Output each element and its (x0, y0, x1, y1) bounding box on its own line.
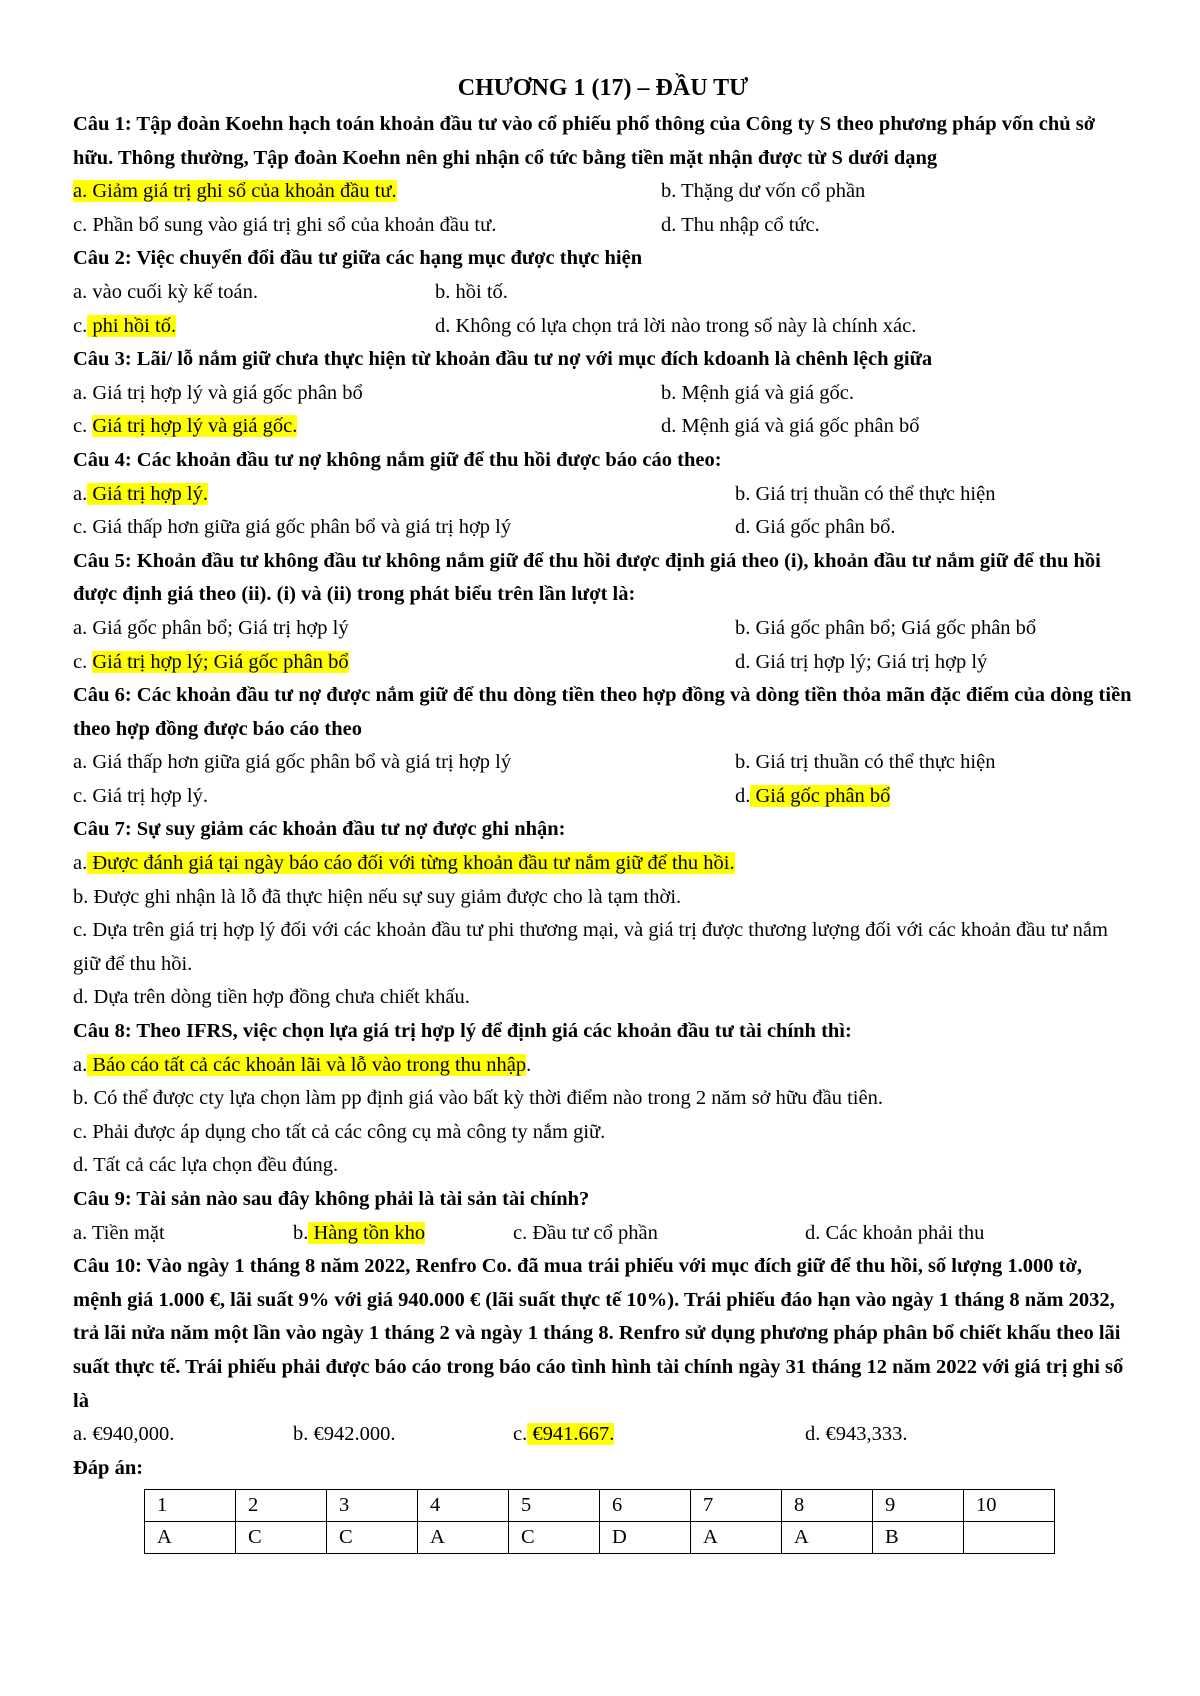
q5-option-d: d. Giá trị hợp lý; Giá trị hợp lý (735, 650, 988, 673)
q2-option-a: a. vào cuối kỳ kế toán. (73, 280, 259, 303)
q1-option-a (73, 175, 661, 209)
q4-option-b: b. Giá trị thuần có thể thực hiện (735, 482, 996, 505)
q6-option-c: c. Giá trị hợp lý. (73, 784, 208, 807)
highlight: Hàng tồn kho (308, 1221, 426, 1244)
question-6: Câu 6: Các khoản đầu tư nợ được nắm giữ để thu dòng tiền theo hợp đồng và dòng tiền thỏa mãn đặc điểm của dòng tiền theo hợp đồng được báo cáo theo (73, 684, 1132, 740)
answer-number-cell: 2 (236, 1490, 327, 1522)
q5-row-2 (73, 646, 1133, 680)
option-suffix: . (526, 1053, 532, 1076)
answer-number-cell: 8 (782, 1490, 873, 1522)
q1-option-d: d. Thu nhập cổ tức. (661, 213, 820, 236)
highlight: Báo cáo tất cả các khoản lãi và lỗ vào trong thu nhập (87, 1053, 527, 1076)
question-9: Câu 9: Tài sản nào sau đây không phải là tài sản tài chính? (73, 1188, 590, 1210)
question-7: Câu 7: Sự suy giảm các khoản đầu tư nợ được ghi nhận: (73, 818, 566, 841)
answer-number-cell: 6 (600, 1490, 691, 1522)
q6-option-a: a. Giá thấp hơn giữa giá gốc phân bổ và giá trị hợp lý (73, 751, 512, 774)
q2-option-b: b. hồi tố. (435, 280, 508, 303)
document-page (73, 68, 1133, 1554)
answers-letter-row (145, 1522, 1055, 1554)
answer-letter-cell: A (691, 1522, 782, 1554)
q1-option-c: c. Phần bổ sung vào giá trị ghi sổ của khoản đầu tư. (73, 213, 497, 236)
page-title: CHƯƠNG 1 (17) – ĐẦU TƯ (457, 75, 749, 101)
q5-option-b: b. Giá gốc phân bổ; Giá gốc phân bổ (735, 616, 1037, 639)
answer-letter-cell: A (418, 1522, 509, 1554)
q3-row-1 (73, 377, 1133, 411)
option-prefix: a. (73, 1053, 88, 1076)
q2-option-d: d. Không có lựa chọn trả lời nào trong số này là chính xác. (435, 314, 917, 337)
question-5: Câu 5: Khoản đầu tư không đầu tư không nắm giữ để thu hồi được định giá theo (i), khoản đầu tư nắm giữ để thu hồi được định giá theo (ii). (i) và (ii) trong phát biểu trên lần lượt là: (73, 549, 1101, 606)
question-3: Câu 3: Lãi/ lỗ nắm giữ chưa thực hiện từ khoản đầu tư nợ với mục đích kdoanh là chênh lệch giữa (73, 348, 933, 371)
answer-letter-cell: A (782, 1522, 873, 1554)
option-prefix: c. (513, 1423, 528, 1446)
q6-row-2 (73, 780, 1133, 814)
q1-row-1 (73, 175, 1133, 209)
answer-letter-cell: C (509, 1522, 600, 1554)
answer-number-cell: 9 (873, 1490, 964, 1522)
q10-option-b: b. €942.000. (293, 1423, 396, 1446)
highlight: Giá trị hợp lý. (87, 482, 208, 505)
option-prefix: c. (73, 415, 93, 438)
q2-row-2 (73, 310, 1133, 344)
q3-option-b: b. Mệnh giá và giá gốc. (661, 381, 854, 404)
q3-option-d: d. Mệnh giá và giá gốc phân bổ (661, 415, 920, 438)
q4-row-1 (73, 478, 1133, 512)
highlight: Giá trị hợp lý và giá gốc. (92, 415, 298, 438)
q8-option-d: d. Tất cả các lựa chọn đều đúng. (73, 1154, 339, 1177)
answer-number-cell: 7 (691, 1490, 782, 1522)
option-prefix: a. (73, 482, 88, 505)
answer-letter-cell: A (145, 1522, 236, 1554)
highlight: a. Giảm giá trị ghi sổ của khoản đầu tư. (73, 180, 397, 203)
answers-table (144, 1489, 1055, 1554)
q3-option-c (73, 410, 661, 444)
answer-number-cell: 3 (327, 1490, 418, 1522)
question-10: Câu 10: Vào ngày 1 tháng 8 năm 2022, Renfro Co. đã mua trái phiếu với mục đích giữ để thu hồi, số lượng 1.000 tờ, mệnh giá 1.000 €, lãi suất 9% với giá 940.000 € (lãi suất thực tế 10%). Trái phiếu đáo hạn vào ngày 1 tháng 8 năm 2032, trả lãi nửa năm một lần vào ngày 1 tháng 2 và ngày 1 tháng 8. Renfro sử dụng phương pháp phân bổ chiết khấu theo lãi suất thực tế. Trái phiếu phải được báo cáo trong báo cáo tình hình tài chính ngày 31 tháng 12 năm 2022 với giá trị ghi sổ là (73, 1255, 1124, 1412)
q9-option-b (293, 1217, 513, 1251)
highlight: Được đánh giá tại ngày báo cáo đối với từng khoản đầu tư nắm giữ để thu hồi. (87, 852, 735, 875)
highlight: Giá gốc phân bổ (750, 784, 891, 807)
option-prefix: c. (73, 314, 88, 337)
q9-row (73, 1217, 1133, 1251)
q3-option-a: a. Giá trị hợp lý và giá gốc phân bổ (73, 381, 363, 404)
q10-option-d: d. €943,333. (805, 1423, 908, 1446)
q8-option-a (73, 1049, 1133, 1083)
option-prefix: d. (735, 784, 751, 807)
answer-number-cell: 5 (509, 1490, 600, 1522)
q4-option-c: c. Giá thấp hơn giữa giá gốc phân bổ và giá trị hợp lý (73, 516, 512, 539)
question-2: Câu 2: Việc chuyển đổi đầu tư giữa các hạng mục được thực hiện (73, 247, 643, 270)
q7-option-a (73, 847, 1133, 881)
answer-letter-cell (964, 1522, 1055, 1554)
q6-option-b: b. Giá trị thuần có thể thực hiện (735, 751, 996, 774)
highlight: phi hồi tố. (87, 314, 177, 337)
q10-row (73, 1418, 1133, 1452)
q2-option-c (73, 310, 435, 344)
option-prefix: b. (293, 1221, 309, 1244)
q5-option-c (73, 646, 735, 680)
q10-option-c (513, 1418, 805, 1452)
q8-option-b: b. Có thể được cty lựa chọn làm pp định giá vào bất kỳ thời điểm nào trong 2 năm sở hữu đầu tiên. (73, 1087, 883, 1110)
q6-option-d (735, 780, 890, 814)
answers-label: Đáp án: (73, 1456, 144, 1479)
answer-letter-cell: C (236, 1522, 327, 1554)
answer-letter-cell: D (600, 1522, 691, 1554)
answer-number-cell: 4 (418, 1490, 509, 1522)
answer-letter-cell: C (327, 1522, 418, 1554)
q9-option-c: c. Đầu tư cổ phần (513, 1221, 658, 1244)
q7-option-b: b. Được ghi nhận là lỗ đã thực hiện nếu sự suy giảm được cho là tạm thời. (73, 885, 682, 908)
q7-option-d: d. Dựa trên dòng tiền hợp đồng chưa chiết khấu. (73, 986, 470, 1009)
q7-option-c: c. Dựa trên giá trị hợp lý đối với các khoản đầu tư phi thương mại, và giá trị được thương lượng đối với các khoản đầu tư nắm giữ để thu hồi. (73, 919, 1108, 975)
q2-row-1 (73, 276, 1133, 310)
q4-option-a (73, 478, 735, 512)
answer-number-cell: 10 (964, 1490, 1055, 1522)
question-1: Câu 1: Tập đoàn Koehn hạch toán khoản đầu tư vào cổ phiếu phổ thông của Công ty S theo phương pháp vốn chủ sở hữu. Thông thường, Tập đoàn Koehn nên ghi nhận cổ tức bằng tiền mặt nhận được từ S dưới dạng (73, 113, 1096, 169)
q8-option-c: c. Phải được áp dụng cho tất cả các công cụ mà công ty nắm giữ. (73, 1120, 606, 1143)
highlight: Giá trị hợp lý; Giá gốc phân bổ (92, 650, 349, 673)
option-prefix: a. (73, 852, 88, 875)
q6-row-1 (73, 746, 1133, 780)
answers-number-row (145, 1490, 1055, 1522)
q4-row-2 (73, 511, 1133, 545)
q1-row-2 (73, 209, 1133, 243)
q9-option-a: a. Tiền mặt (73, 1221, 165, 1244)
highlight: €941.667. (527, 1423, 615, 1446)
q9-option-d: d. Các khoản phải thu (805, 1221, 985, 1244)
q5-option-a: a. Giá gốc phân bổ; Giá trị hợp lý (73, 616, 349, 639)
question-4: Câu 4: Các khoản đầu tư nợ không nắm giữ để thu hồi được báo cáo theo: (73, 448, 722, 471)
q1-option-b: b. Thặng dư vốn cổ phần (661, 180, 866, 203)
q4-option-d: d. Giá gốc phân bổ. (735, 516, 896, 539)
question-8: Câu 8: Theo IFRS, việc chọn lựa giá trị hợp lý để định giá các khoản đầu tư tài chính thì: (73, 1020, 852, 1043)
q5-row-1 (73, 612, 1133, 646)
answer-number-cell: 1 (145, 1490, 236, 1522)
q3-row-2 (73, 410, 1133, 444)
option-prefix: c. (73, 650, 93, 673)
answer-letter-cell: B (873, 1522, 964, 1554)
q10-option-a: a. €940,000. (73, 1423, 175, 1446)
